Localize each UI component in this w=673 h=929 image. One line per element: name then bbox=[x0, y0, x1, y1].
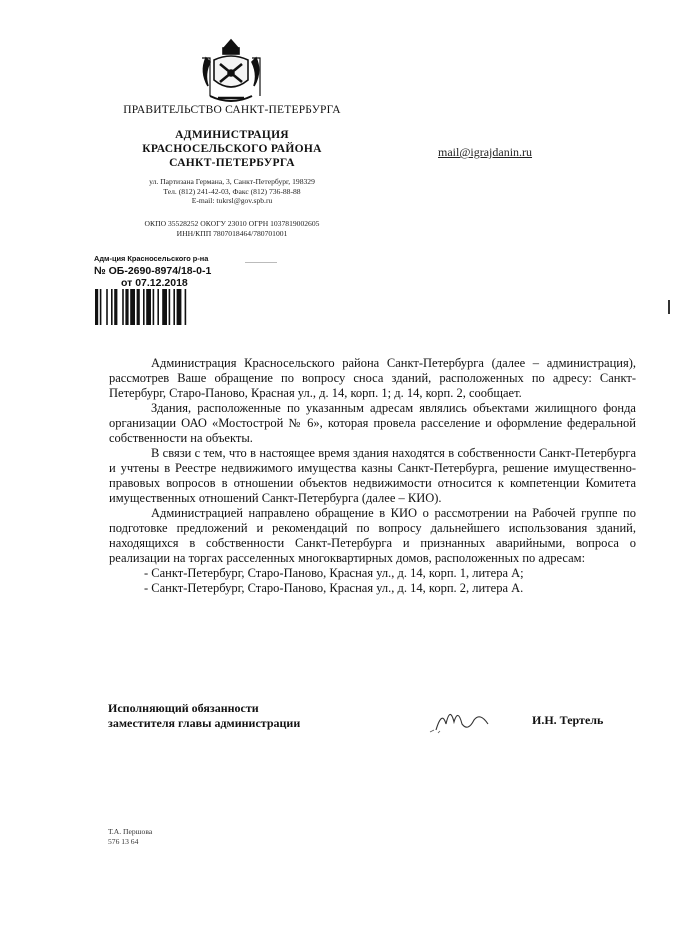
body-paragraph: Администрацией направлено обращение в КИО о рассмотрении на Рабочей группе по подготовке предложений и рекомендаций по вопросу дальнейшего использования зданий, находящихся в собственности Санкт-Петербурга и признанных аварийными, вопроса о реализации на торгах расселенных многоквартирных домов, расположенных по адресам: bbox=[109, 506, 636, 565]
handwritten-signature-icon bbox=[428, 702, 498, 736]
signatory-role-line: заместителя главы администрации bbox=[108, 716, 301, 730]
administration-address bbox=[118, 177, 346, 206]
executor-phone: 576 13 64 bbox=[108, 837, 139, 846]
address-line: ул. Партизана Германа, 3, Санкт-Петербург, 198329 bbox=[149, 177, 315, 186]
admin-title-line: САНКТ-ПЕТЕРБУРГА bbox=[169, 157, 295, 169]
address-line: E-mail: tukrsl@gov.spb.ru bbox=[191, 196, 273, 206]
scan-artifact bbox=[245, 262, 277, 263]
recipient-email: mail@igrajdanin.ru bbox=[438, 145, 533, 159]
stamp-number: № ОБ-2690-8974/18-0-1 bbox=[94, 265, 212, 277]
letter-body bbox=[109, 356, 636, 596]
signatory-name: И.Н. Тертель bbox=[532, 713, 604, 727]
barcode-bar bbox=[137, 289, 140, 325]
body-paragraph: В связи с тем, что в настоящее время здания находятся в собственности Санкт-Петербурга и учтены в Реестре недвижимого имущества казны Санкт-Петербурга, решение имущественно-правовых вопросов в отношении объектов недвижимости относится к компетенции Комитета имущественных отношений Санкт-Петербурга (далее – КИО). bbox=[109, 446, 636, 505]
barcode-bar bbox=[185, 289, 187, 325]
address-line: Тел. (812) 241-42-03, Факс (812) 736-88-88 bbox=[163, 186, 301, 196]
barcode-bar bbox=[130, 289, 135, 325]
body-paragraph: Здания, расположенные по указанным адресам являлись объектами жилищного фонда организации ОАО «Мостострой № 6», которая провела расселение и оформление федеральной собственности на объекты. bbox=[109, 401, 636, 445]
barcode-bar bbox=[157, 289, 159, 325]
code-line: ИНН/КПП 7807018464/780701001 bbox=[176, 228, 288, 238]
barcode-bar bbox=[95, 289, 98, 325]
barcode-bar bbox=[162, 289, 167, 325]
barcode-bar bbox=[177, 289, 182, 325]
address-list-item: - Санкт-Петербург, Старо-Паново, Красная ул., д. 14, корп. 1, литера А; bbox=[144, 566, 524, 580]
administration-title bbox=[118, 128, 346, 170]
barcode-bar bbox=[153, 289, 155, 325]
stamp-date: от 07.12.2018 bbox=[121, 277, 188, 289]
registration-stamp bbox=[94, 253, 211, 289]
stamp-office: Адм-ция Красносельского р-на bbox=[94, 254, 209, 263]
barcode-icon bbox=[95, 289, 210, 325]
signatory-role-line: Исполняющий обязанности bbox=[108, 701, 259, 715]
barcode-bar bbox=[111, 289, 113, 325]
admin-title-line: АДМИНИСТРАЦИЯ bbox=[175, 129, 289, 141]
registration-codes bbox=[118, 219, 346, 238]
body-paragraph: Администрация Красносельского района Санкт-Петербурга (далее – администрация), рассмотрев Ваше обращение по вопросу сноса зданий, расположенных по адресу: Санкт-Петербург, Старо-Паново, Красная ул., д. 14, корп. 1; д. 14, корп. 2, сообщает. bbox=[109, 356, 636, 400]
barcode-bar bbox=[125, 289, 128, 325]
barcode-bar bbox=[173, 289, 175, 325]
barcode-bar bbox=[169, 289, 171, 325]
scan-artifact bbox=[668, 300, 670, 314]
barcode-bar bbox=[146, 289, 151, 325]
signatory-role bbox=[108, 701, 300, 731]
barcode-bar bbox=[122, 289, 124, 325]
address-list-item: - Санкт-Петербург, Старо-Паново, Красная ул., д. 14, корп. 2, литера А. bbox=[144, 581, 524, 595]
barcode-bar bbox=[114, 289, 117, 325]
admin-title-line: КРАСНОСЕЛЬСКОГО РАЙОНА bbox=[142, 143, 322, 155]
executor-info bbox=[108, 827, 152, 847]
barcode-bar bbox=[143, 289, 145, 325]
barcode-bar bbox=[100, 289, 102, 325]
code-line: ОКПО 35528252 ОКОГУ 23010 ОГРН 1037819002605 bbox=[144, 219, 320, 228]
executor-name: Т.А. Першова bbox=[108, 827, 153, 836]
saint-petersburg-coat-of-arms-icon bbox=[196, 38, 266, 106]
barcode-bar bbox=[106, 289, 108, 325]
government-name: ПРАВИТЕЛЬСТВО САНКТ-ПЕТЕРБУРГА bbox=[123, 104, 341, 116]
